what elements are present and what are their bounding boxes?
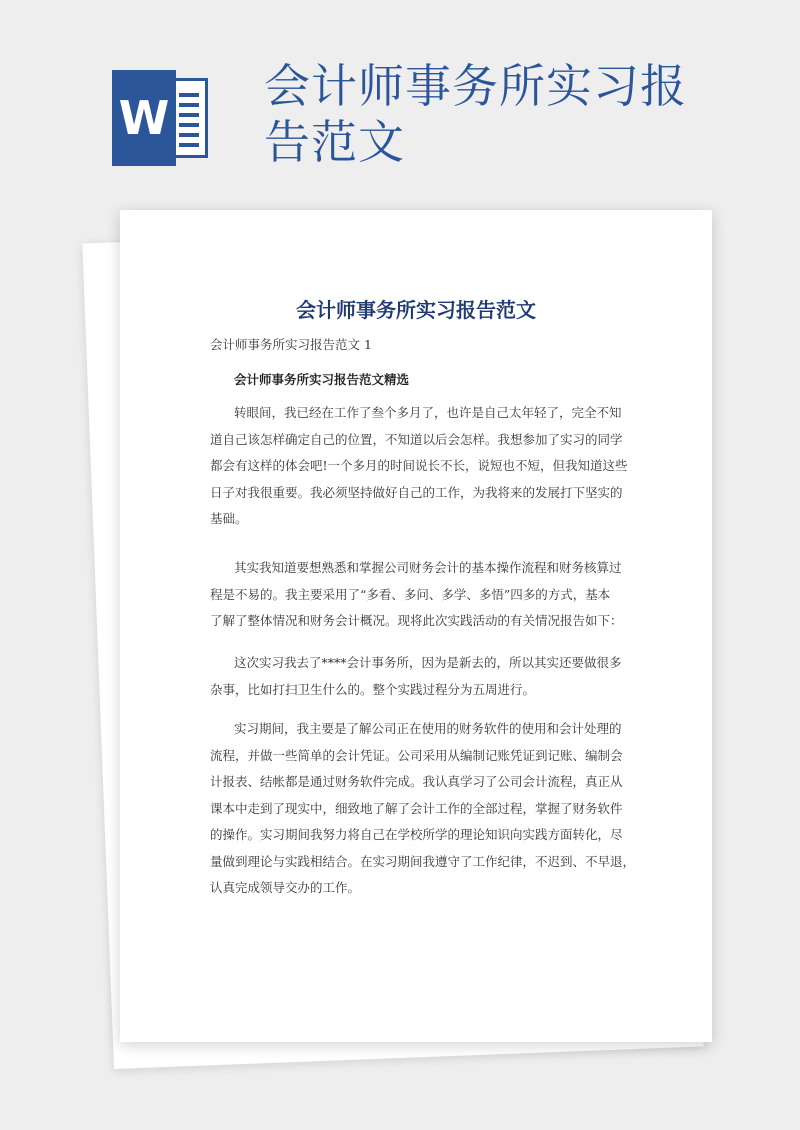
paragraph-line: 了解了整体情况和财务会计概况。现将此次实践活动的有关情况报告如下：	[210, 613, 623, 628]
paragraph-4	[210, 716, 636, 902]
paragraph-line: 其实我知道要想熟悉和掌握公司财务会计的基本操作流程和财务核算过	[234, 560, 622, 575]
paragraph-line: 程是不易的。我主要采用了“多看、多问、多学、多悟”四多的方式，基本	[210, 586, 611, 602]
paragraph-line: 流程，并做一些简单的会计凭证。公司采用从编制记账凭证到记账、编制会	[210, 747, 623, 763]
paragraph-line: 课本中走到了现实中，细致地了解了会计工作的全部过程，掌握了财务软件	[210, 800, 623, 816]
paragraph-line: 转眼间，我已经在工作了叁个多月了，也许是自己太年轻了，完全不知	[234, 405, 622, 420]
word-icon	[112, 70, 216, 166]
paragraph-line: 日子对我很重要。我必须坚持做好自己的工作，为我将来的发展打下坚实的	[210, 484, 623, 500]
page-title: 会计师事务所实习报告范文	[264, 59, 687, 169]
paragraph-line: 实习期间，我主要是了解公司正在使用的财务软件的使用和会计处理的	[234, 721, 622, 736]
paragraph-line: 的操作。实习期间我努力将自己在学校所学的理论知识向实践方面转化，尽	[210, 827, 623, 842]
paragraph-line: 计报表、结帐都是通过财务软件完成。我认真学习了公司会计流程，真正从	[210, 774, 623, 789]
paragraph-line: 都会有这样的体会吧!一个多月的时间说长不长，说短也不短，但我知道这些	[210, 458, 628, 473]
paragraph-line: 这次实习我去了****会计事务所，因为是新去的，所以其实还要做很多	[234, 655, 622, 670]
paragraph-line: 杂事，比如打扫卫生什么的。整个实践过程分为五周进行。	[210, 681, 536, 697]
paragraph-1	[210, 400, 630, 533]
section-heading: 会计师事务所实习报告范文精选	[234, 372, 410, 387]
document-page	[120, 210, 712, 1042]
paragraph-line: 道自己该怎样确定自己的位置，不知道以后会怎样。我想参加了实习的同学	[210, 431, 623, 447]
paragraph-line: 基础。	[210, 511, 248, 526]
word-letter: W	[112, 70, 176, 166]
document-subtitle: 会计师事务所实习报告范文 1	[210, 337, 372, 352]
paragraph-3	[210, 650, 630, 703]
paragraph-line: 量做到理论与实践相结合。在实习期间我遵守了工作纪律，不迟到、不早退，	[210, 853, 636, 869]
paragraph-2	[210, 555, 630, 635]
paragraph-line: 认真完成领导交办的工作。	[210, 880, 361, 895]
document-heading: 会计师事务所实习报告范文	[296, 298, 536, 322]
